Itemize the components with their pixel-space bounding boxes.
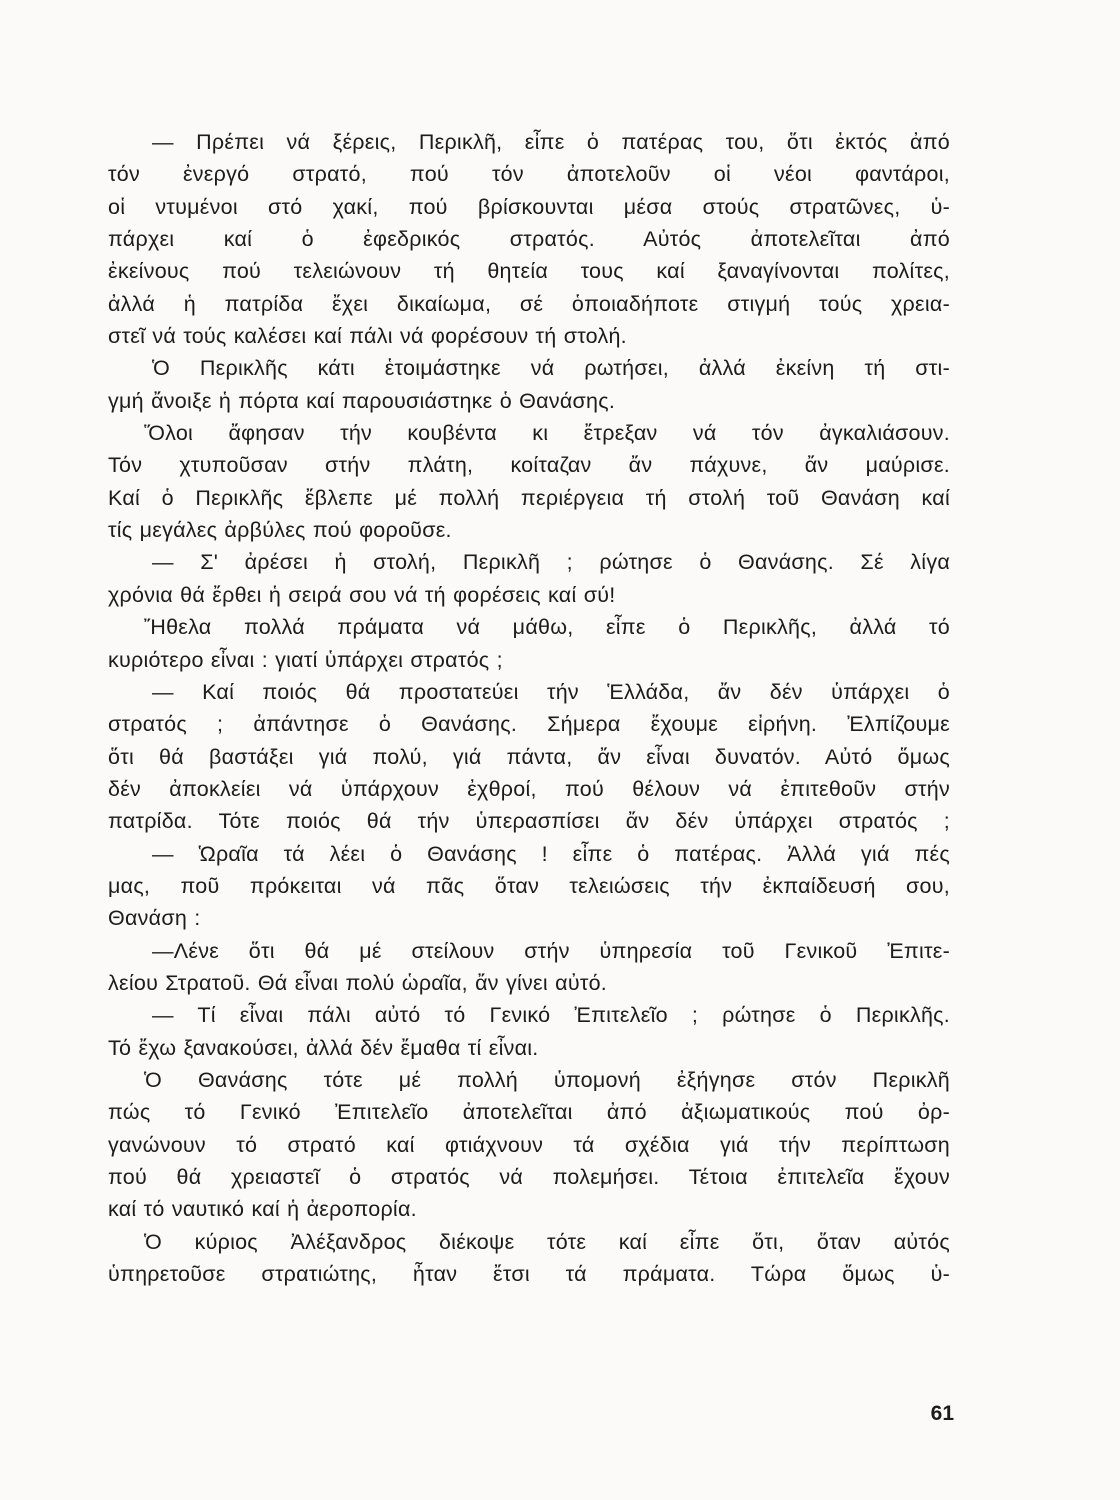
- text-line: πάρχει καί ὁ ἐφεδρικός στρατός. Αὐτός ἀποτελεῖται ἀπό: [108, 227, 950, 252]
- text-line: γμή ἄνοιξε ἡ πόρτα καί παρουσιάστηκε ὁ Θανάσης.: [108, 388, 616, 413]
- text-line: ὅτι θά βαστάξει γιά πολύ, γιά πάντα, ἄν εἶναι δυνατόν. Αὐτό ὅμως: [108, 744, 950, 769]
- text-line: Ἤθελα πολλά πράματα νά μάθω, εἶπε ὁ Περικλῆς, ἀλλά τό: [144, 615, 950, 640]
- text-line: Θανάση :: [108, 906, 201, 931]
- text-line: λείου Στρατοῦ. Θά εἶναι πολύ ὡραῖα, ἄν γίνει αὐτό.: [108, 970, 608, 995]
- text-line: καί τό ναυτικό καί ἡ ἀεροπορία.: [108, 1197, 417, 1222]
- text-line: — Τί εἶναι πάλι αὐτό τό Γενικό Ἐπιτελεῖο ; ρώτησε ὁ Περικλῆς.: [152, 1003, 950, 1028]
- text-line: ἀλλά ἡ πατρίδα ἔχει δικαίωμα, σέ ὁποιαδήποτε στιγμή τούς χρεια-: [108, 291, 950, 316]
- text-line: Τό ἔχω ξανακούσει, ἀλλά δέν ἔμαθα τί εἶναι.: [108, 1035, 539, 1060]
- text-line: τίς μεγάλες ἀρβύλες πού φοροῦσε.: [108, 518, 452, 543]
- text-line: οἱ ντυμένοι στό χακί, πού βρίσκουνται μέσα στούς στρατῶνες, ὑ-: [108, 194, 950, 219]
- text-line: στεῖ νά τούς καλέσει καί πάλι νά φορέσουν τή στολή.: [108, 324, 627, 349]
- text-line: τόν ἐνεργό στρατό, πού τόν ἀποτελοῦν οἱ νέοι φαντάροι,: [108, 162, 950, 187]
- text-line: στρατός ; ἀπάντησε ὁ Θανάσης. Σήμερα ἔχουμε εἰρήνη. Ἐλπίζουμε: [108, 712, 950, 737]
- text-line: μας, ποῦ πρόκειται νά πᾶς ὅταν τελειώσεις τήν ἐκπαίδευσή σου,: [108, 873, 950, 898]
- text-line: Ὁ Περικλῆς κάτι ἑτοιμάστηκε νά ρωτήσει, ἀλλά ἐκείνη τή στι-: [152, 356, 950, 381]
- text-line: πού θά χρειαστεῖ ὁ στρατός νά πολεμήσει. Τέτοια ἐπιτελεῖα ἔχουν: [108, 1165, 950, 1189]
- page-number: 61: [930, 1402, 954, 1425]
- text-line: — Πρέπει νά ξέρεις, Περικλῆ, εἶπε ὁ πατέρας του, ὅτι ἐκτός ἀπό: [152, 130, 950, 154]
- text-line: πατρίδα. Τότε ποιός θά τήν ὑπερασπίσει ἄν δέν ὑπάρχει στρατός ;: [108, 809, 950, 834]
- text-line: Ὁ Θανάσης τότε μέ πολλή ὑπομονή ἐξήγησε στόν Περικλῆ: [144, 1067, 950, 1092]
- text-line: χρόνια θά ἔρθει ἡ σειρά σου νά τή φορέσεις καί σύ!: [108, 582, 616, 607]
- text-line: κυριότερο εἶναι : γιατί ὑπάρχει στρατός ;: [108, 647, 503, 672]
- text-line: Τόν χτυποῦσαν στήν πλάτη, κοίταζαν ἄν πάχυνε, ἄν μαύρισε.: [108, 453, 950, 478]
- text-line: — Σ' ἀρέσει ἡ στολή, Περικλῆ ; ρώτησε ὁ Θανάσης. Σέ λίγα: [152, 550, 950, 575]
- text-line: ὑπηρετοῦσε στρατιώτης, ἦταν ἔτσι τά πράματα. Τώρα ὅμως ὑ-: [108, 1262, 950, 1287]
- text-line: Ὁ κύριος Ἀλέξανδρος διέκοψε τότε καί εἶπε ὅτι, ὅταν αὐτός: [144, 1229, 950, 1254]
- text-line: Ὅλοι ἄφησαν τήν κουβέντα κι ἔτρεξαν νά τόν ἀγκαλιάσουν.: [144, 421, 950, 446]
- text-line: —Λένε ὅτι θά μέ στείλουν στήν ὑπηρεσία τοῦ Γενικοῦ Ἐπιτε-: [152, 938, 950, 963]
- text-line: — Ὡραῖα τά λέει ὁ Θανάσης ! εἶπε ὁ πατέρας. Ἀλλά γιά πές: [152, 841, 950, 866]
- body-text: [108, 126, 950, 1290]
- text-line: δέν ἀποκλείει νά ὑπάρχουν ἐχθροί, πού θέλουν νά ἐπιτεθοῦν στήν: [108, 776, 950, 801]
- text-line: — Καί ποιός θά προστατεύει τήν Ἑλλάδα, ἄν δέν ὑπάρχει ὁ: [152, 679, 950, 704]
- text-line: Καί ὁ Περικλῆς ἔβλεπε μέ πολλή περιέργεια τή στολή τοῦ Θανάση καί: [108, 485, 950, 510]
- text-line: ἐκείνους πού τελειώνουν τή θητεία τους καί ξαναγίνονται πολίτες,: [108, 259, 950, 284]
- text-line: πώς τό Γενικό Ἐπιτελεῖο ἀποτελεῖται ἀπό ἀξιωματικούς πού ὀρ-: [108, 1100, 950, 1125]
- text-line: γανώνουν τό στρατό καί φτιάχνουν τά σχέδια γιά τήν περίπτωση: [108, 1132, 950, 1157]
